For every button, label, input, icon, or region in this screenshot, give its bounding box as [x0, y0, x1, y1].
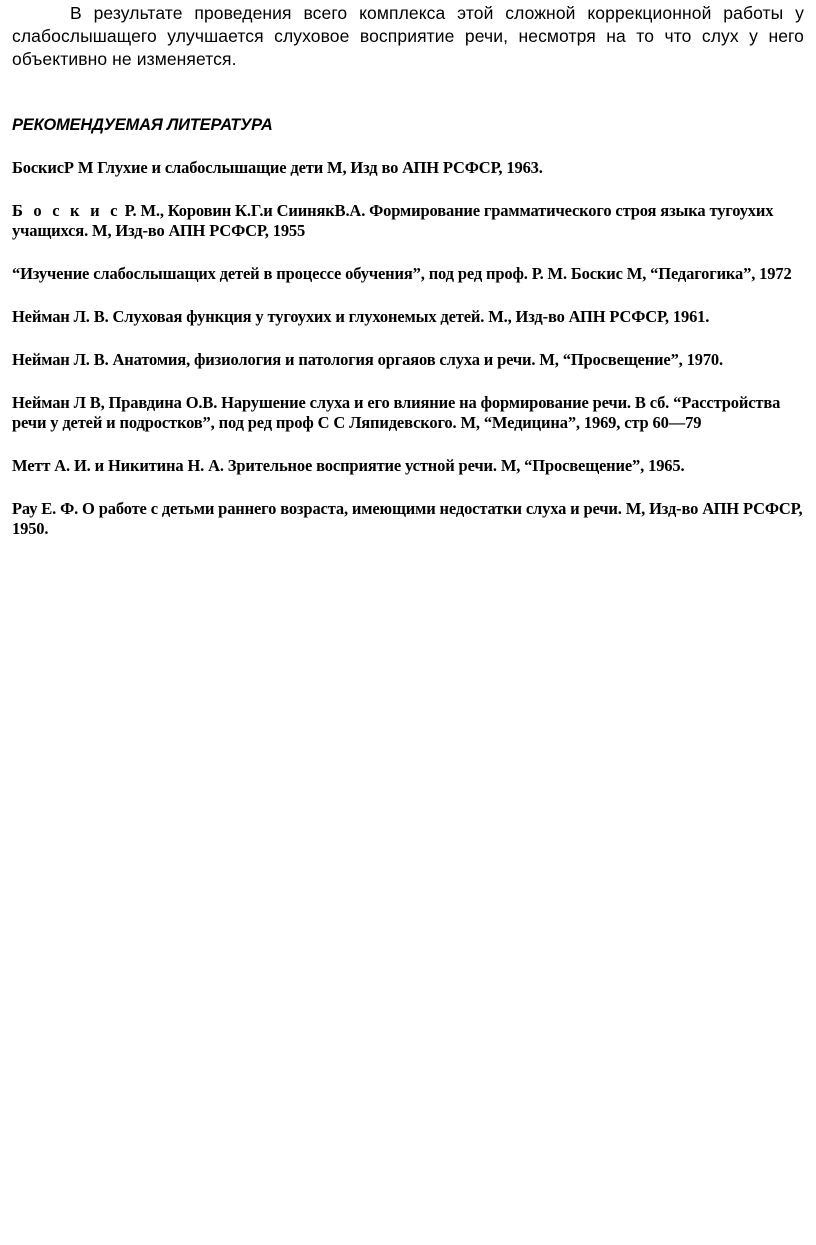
document-page [12, 0, 804, 539]
literature-item: Нейман Л В, Правдина О.В. Нарушение слуха и его влияние на формирование речи. В сб. “Расстройства речи у детей и подростков”, под ред проф С С Ляпидевского. М, “Медицина”, 1969, стр 60—79 [12, 393, 781, 432]
literature-item-text: Р. М., Коровин К.Г.и СиинякВ.А. Формирование грамматического строя языка тугоухих учащихся. М, Изд-во АПН РСФСР, 1955 [12, 201, 774, 240]
literature-list [12, 158, 804, 539]
literature-item: “Изучение слабослышащих детей в процессе обучения”, под ред проф. Р. М. Боскис М, “Педагогика”, 1972 [12, 264, 792, 283]
literature-item: Нейман Л. В. Слуховая функция у тугоухих и глухонемых детей. М., Изд-во АПН РСФСР, 1961. [12, 307, 710, 326]
literature-item-author-spaced: Б о с к и с [12, 201, 121, 220]
literature-heading: РЕКОМЕНДУЕМАЯ ЛИТЕРАТУРА [12, 116, 273, 134]
literature-item: БоскисР М Глухие и слабослышащие дети М, Изд во АПН РСФСР, 1963. [12, 158, 543, 177]
literature-item [12, 201, 804, 241]
literature-item: Метт А. И. и Никитина Н. А. Зрительное восприятие устной речи. М, “Просвещение”, 1965. [12, 456, 685, 475]
literature-item: Нейман Л. В. Анатомия, физиология и патология оргаяов слуха и речи. М, “Просвещение”, 1970. [12, 350, 724, 369]
literature-item: Рау Е. Ф. О работе с детьми раннего возраста, имеющими недостатки слуха и речи. М, Изд-во АПН РСФСР, 1950. [12, 499, 803, 538]
intro-paragraph: В результате проведения всего комплекса этой сложной коррекционной работы у слабослышащего улучшается слуховое восприятие речи, несмотря на то что слух у него объективно не изменяется. [12, 3, 804, 69]
